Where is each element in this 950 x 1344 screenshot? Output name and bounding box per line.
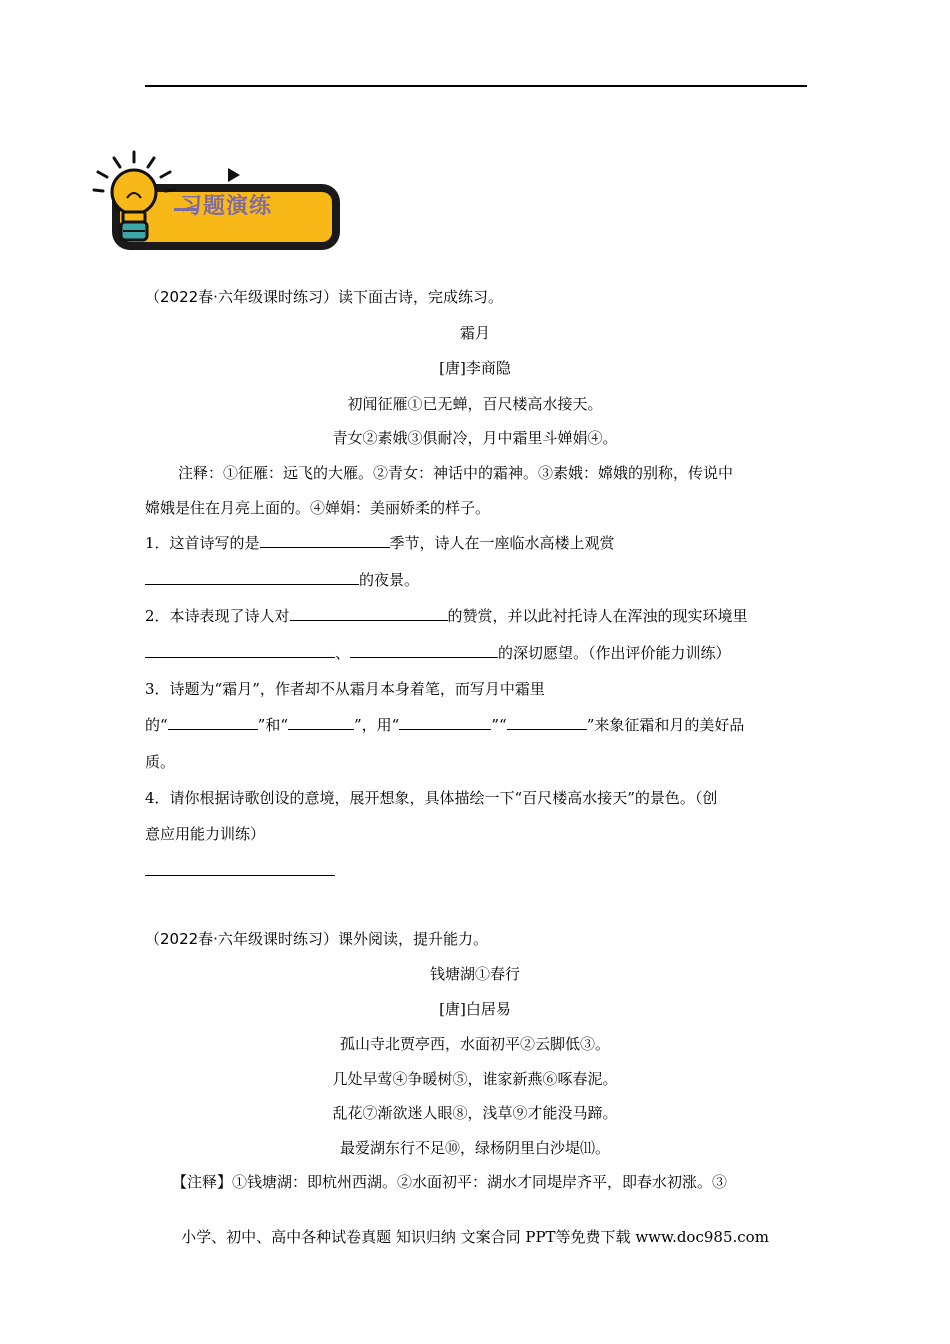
poem1-author: [唐]李商隐 bbox=[439, 359, 511, 377]
banner-title: 习题演练 bbox=[180, 194, 273, 219]
question-3: 3．诗题为“霜月”，作者却不从霜月本身着笔，而写月中霜里 bbox=[145, 680, 545, 698]
question-4-cont: 意应用能力训练） bbox=[145, 825, 266, 843]
question-text: 、 bbox=[335, 644, 351, 662]
section-banner bbox=[90, 148, 350, 258]
triangle-icon bbox=[228, 168, 240, 182]
answer-blank[interactable] bbox=[288, 714, 354, 730]
question-text: 季节，诗人在一座临水高楼上观赏 bbox=[389, 534, 615, 552]
question-1-cont bbox=[145, 569, 419, 591]
poem1-note: 注释：①征雁：远飞的大雁。②青女：神话中的霜神。③素娥：嫦娥的别称，传说中 bbox=[178, 464, 734, 482]
poem2-line: 几处早莺④争暖树⑤，谁家新燕⑥啄春泥。 bbox=[332, 1070, 618, 1088]
question-4-answer bbox=[145, 860, 335, 882]
poem2-note: 【注释】①钱塘湖：即杭州西湖。②水面初平：湖水才同堤岸齐平，即春水初涨。③ bbox=[172, 1173, 728, 1191]
question-text: 的赞赏，并以此衬托诗人在浑浊的现实环境里 bbox=[447, 607, 748, 625]
question-text: 2．本诗表现了诗人对 bbox=[145, 607, 290, 625]
question-4: 4．请你根据诗歌创设的意境，展开想象，具体描绘一下“百尺楼高水接天”的景色。（创 bbox=[145, 789, 718, 807]
section1-intro: （2022春·六年级课时练习）读下面古诗，完成练习。 bbox=[145, 288, 503, 306]
question-text: 的夜景。 bbox=[359, 571, 420, 589]
question-text: ”“ bbox=[491, 716, 507, 734]
question-text: ”，用“ bbox=[354, 716, 400, 734]
poem2-line: 孤山寺北贾亭西，水面初平②云脚低③。 bbox=[339, 1035, 610, 1053]
poem1-note: 嫦娥是住在月亮上面的。④婵娟：美丽娇柔的样子。 bbox=[145, 499, 491, 517]
section2-intro: （2022春·六年级课时练习）课外阅读，提升能力。 bbox=[145, 930, 488, 948]
answer-blank[interactable] bbox=[145, 642, 335, 658]
poem2-author: [唐]白居易 bbox=[439, 1000, 511, 1018]
answer-blank[interactable] bbox=[145, 860, 335, 876]
answer-blank[interactable] bbox=[290, 605, 448, 621]
question-text: 的“ bbox=[145, 716, 168, 734]
question-3-end: 质。 bbox=[145, 753, 176, 771]
answer-blank[interactable] bbox=[168, 714, 258, 730]
question-3-cont bbox=[145, 714, 744, 736]
page-footer: 小学、初中、高中各种试卷真题 知识归纳 文案合同 PPT等免费下载 www.doc985.com bbox=[181, 1228, 769, 1246]
lightbulb-icon bbox=[90, 148, 180, 258]
question-2 bbox=[145, 605, 748, 627]
answer-blank[interactable] bbox=[399, 714, 491, 730]
poem2-line: 乱花⑦渐欲迷人眼⑧，浅草⑨才能没马蹄。 bbox=[332, 1104, 618, 1122]
question-text: ”来象征霜和月的美好品 bbox=[586, 716, 745, 734]
answer-blank[interactable] bbox=[145, 569, 359, 585]
poem1-line: 初闻征雁①已无蝉，百尺楼高水接天。 bbox=[347, 395, 603, 413]
question-1 bbox=[145, 532, 615, 554]
poem2-title: 钱塘湖①春行 bbox=[429, 965, 520, 983]
poem2-line: 最爱湖东行不足⑩，绿杨阴里白沙堤⑾。 bbox=[339, 1139, 610, 1157]
header-rule bbox=[145, 85, 807, 87]
answer-blank[interactable] bbox=[260, 532, 390, 548]
poem1-line: 青女②素娥③俱耐冷，月中霜里斗婵娟④。 bbox=[332, 429, 618, 447]
answer-blank[interactable] bbox=[350, 642, 498, 658]
answer-blank[interactable] bbox=[507, 714, 587, 730]
question-text: ”和“ bbox=[257, 716, 289, 734]
question-text: 1．这首诗写的是 bbox=[145, 534, 260, 552]
question-text: 的深切愿望。（作出评价能力训练） bbox=[498, 644, 731, 662]
question-2-cont bbox=[145, 642, 731, 664]
poem1-title: 霜月 bbox=[459, 324, 490, 342]
